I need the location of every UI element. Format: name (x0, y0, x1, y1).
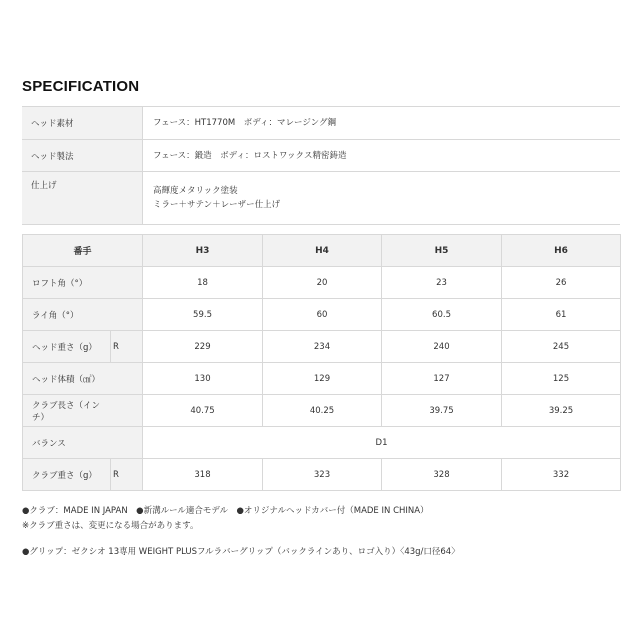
notes-section (22, 504, 460, 560)
row-label: ライ角（°） (23, 299, 111, 331)
cell-value: 23 (382, 267, 502, 299)
spec-value (143, 107, 621, 140)
table-row-lie (23, 299, 621, 331)
cell-value: 127 (382, 363, 502, 395)
row-sub-label: R (111, 459, 143, 491)
row-sub-label (111, 267, 143, 299)
column-header-h3: H3 (143, 235, 263, 267)
cell-value: 332 (502, 459, 621, 491)
cell-value-merged: D1 (143, 427, 621, 459)
table-row-head-volume (23, 363, 621, 395)
cell-value: 61 (502, 299, 621, 331)
club-spec-table (22, 234, 621, 491)
row-sub-label (111, 395, 143, 427)
cell-value: 229 (143, 331, 263, 363)
spec-row-head-material (22, 107, 620, 140)
note-weight-disclaimer: ※クラブ重さは、変更になる場合があります。 (22, 521, 199, 531)
cell-value: 39.75 (382, 395, 502, 427)
cell-value: 60.5 (382, 299, 502, 331)
row-label: クラブ長さ（インチ） (23, 395, 111, 427)
cell-value: 59.5 (143, 299, 263, 331)
cell-value: 60 (263, 299, 382, 331)
cell-value: 40.25 (263, 395, 382, 427)
cell-value: 245 (502, 331, 621, 363)
cell-value: 328 (382, 459, 502, 491)
row-sub-label: R (111, 331, 143, 363)
head-spec-table (22, 106, 620, 225)
spec-value-line: 高輝度メタリック塗装 (153, 186, 238, 196)
column-header-h4: H4 (263, 235, 382, 267)
table-header-row (23, 235, 621, 267)
row-label: クラブ重さ（g） (23, 459, 111, 491)
row-label: ヘッド体積（㎤） (23, 363, 111, 395)
spec-label: 仕上げ (22, 172, 143, 225)
table-row-club-weight (23, 459, 621, 491)
table-row-club-length (23, 395, 621, 427)
row-label: ロフト角（°） (23, 267, 111, 299)
column-header-h5: H5 (382, 235, 502, 267)
row-sub-label (111, 363, 143, 395)
note-club-origin: ●クラブ：MADE IN JAPAN ●新溝ルール適合モデル ●オリジナルヘッドカバー付（MADE IN CHINA） (22, 506, 429, 516)
row-sub-label (111, 299, 143, 331)
spec-label: ヘッド素材 (22, 107, 143, 140)
spec-value (143, 140, 621, 172)
cell-value: 125 (502, 363, 621, 395)
cell-value: 26 (502, 267, 621, 299)
cell-value: 240 (382, 331, 502, 363)
cell-value: 20 (263, 267, 382, 299)
cell-value: 39.25 (502, 395, 621, 427)
table-row-head-weight (23, 331, 621, 363)
table-row-loft (23, 267, 621, 299)
cell-value: 323 (263, 459, 382, 491)
page-title: SPECIFICATION (22, 78, 140, 95)
spec-value-line: ミラー＋サテン＋レーザー仕上げ (153, 200, 281, 210)
spec-value (143, 172, 621, 225)
cell-value: 40.75 (143, 395, 263, 427)
spec-row-finish (22, 172, 620, 225)
spec-value-line: フェース：HT1770M ボディ：マレージング鋼 (153, 118, 336, 128)
column-header-h6: H6 (502, 235, 621, 267)
spec-row-head-manufacturing (22, 140, 620, 172)
row-label: バランス (23, 427, 111, 459)
cell-value: 130 (143, 363, 263, 395)
cell-value: 18 (143, 267, 263, 299)
row-sub-label (111, 427, 143, 459)
cell-value: 234 (263, 331, 382, 363)
row-label: ヘッド重さ（g） (23, 331, 111, 363)
spec-label: ヘッド製法 (22, 140, 143, 172)
note-grip: ●グリップ：ゼクシオ 13専用 WEIGHT PLUSフルラバーグリップ（バックラインあり、ロゴ入り）〈43g/口径64〉 (22, 547, 460, 557)
table-row-balance (23, 427, 621, 459)
spec-value-line: フェース：鍛造 ボディ：ロストワックス精密鋳造 (153, 150, 347, 161)
cell-value: 318 (143, 459, 263, 491)
cell-value: 129 (263, 363, 382, 395)
column-header-number: 番手 (23, 235, 143, 267)
